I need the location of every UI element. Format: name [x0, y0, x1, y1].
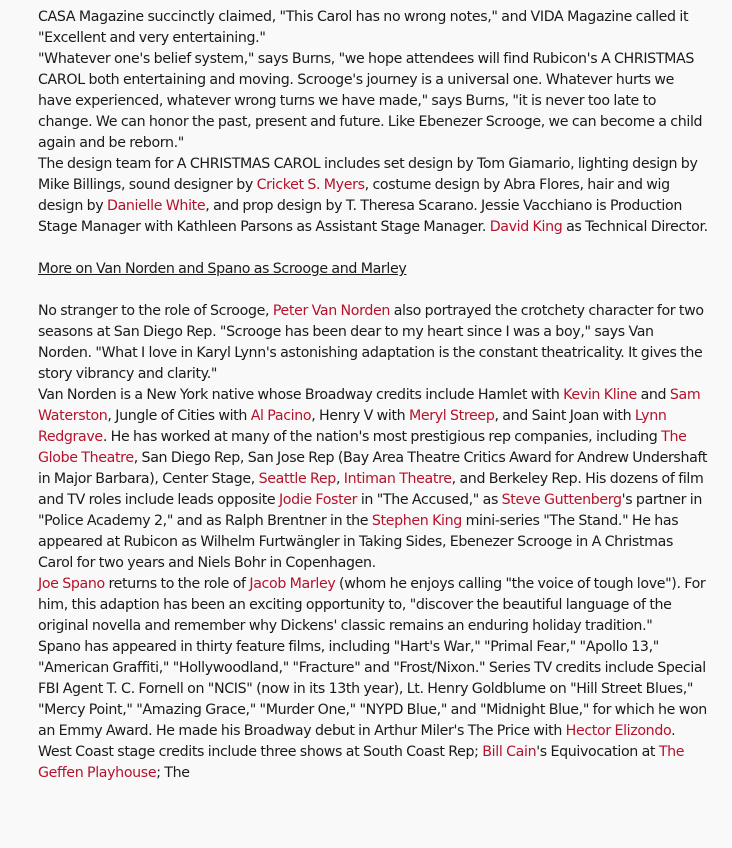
person-link[interactable]: Cricket S. Myers	[256, 177, 365, 193]
paragraph-text: , Henry V with	[311, 408, 409, 424]
person-link[interactable]: Al Pacino	[250, 408, 312, 424]
paragraph-text: as Technical Director.	[562, 219, 708, 235]
article-body	[38, 7, 708, 784]
paragraph-text: , San Diego Rep, San Jose Rep (Bay Area Theatre Critics Award for Andrew Undershaft in Major Barbara), Center Stage,	[38, 450, 708, 487]
paragraph-text: , and Saint Joan with	[494, 408, 635, 424]
person-link[interactable]: Bill Cain	[482, 744, 537, 760]
paragraph-text: CASA Magazine succinctly claimed, "This Carol has no wrong notes," and VIDA Magazine called it "Excellent and very entertaining."	[38, 9, 689, 46]
paragraph-text: No stranger to the role of Scrooge,	[38, 303, 273, 319]
person-link[interactable]: Jacob Marley	[249, 576, 336, 592]
paragraph-text: . He has worked at many of the nation's most prestigious rep companies, including	[102, 429, 662, 445]
paragraph-text: mini-series "The Stand." He has appeared at Rubicon as Wilhelm Furtwängler in Taking Sides, Ebenezer Scrooge in A Christmas Carol for two years and Niels Bohr in Copenhagen.	[38, 513, 679, 571]
person-link[interactable]: Peter Van Norden	[272, 303, 391, 319]
person-link[interactable]: Meryl Streep	[408, 408, 495, 424]
person-link[interactable]: Seattle Rep	[258, 471, 336, 487]
paragraph	[38, 637, 708, 784]
paragraph-text: , and prop design by T. Theresa Scarano. Jessie Vacchiano is Production Stage Manager with Kathleen Parsons as Assistant Stage Manager.	[38, 198, 682, 235]
person-link[interactable]: Intiman Theatre	[343, 471, 452, 487]
person-link[interactable]: Sam Waterston	[38, 387, 701, 424]
person-link[interactable]: Jodie Foster	[278, 492, 358, 508]
paragraph-text: also portrayed the crotchety character for two seasons at San Diego Rep. "Scrooge has been dear to my heart since I was a boy," says Van Norden. "What I love in Karyl Lynn's astonishing adaptation is the constant theatricality. It gives the story vibrancy and clarity."	[38, 303, 704, 382]
person-link[interactable]: Kevin Kline	[563, 387, 637, 403]
paragraph-text: 's partner in "Police Academy 2," and as Ralph Brentner in the	[38, 492, 703, 529]
person-link[interactable]: The Globe Theatre	[38, 429, 687, 466]
paragraph	[38, 385, 708, 574]
person-link[interactable]: Stephen King	[371, 513, 462, 529]
paragraph	[38, 154, 708, 238]
paragraph-text: (whom he enjoys calling "the voice of tough love"). For him, this adaption has been an exciting opportunity to, "discover the beautiful language of the original novella and remember why Dickens' classic remains an enduring holiday tradition."	[38, 576, 706, 634]
paragraph-text: Spano has appeared in thirty feature films, including "Hart's War," "Primal Fear," "Apollo 13," "American Graffiti," "Hollywoodland," "Fracture" and "Frost/Nixon." Series TV credits include Special FBI Agent T. C. Fornell on "NCIS" (now in its 13th year), Lt. Henry Goldblume on "Hill Street Blues," "Mercy Point," "Amazing Grace," "Murder One," "NYPD Blue," and "Midnight Blue," for which he won an Emmy Award. He made his Broadway debut in Arthur Miler's The Price with	[38, 639, 707, 739]
paragraph-text: , and Berkeley Rep. His dozens of film and TV roles include leads opposite	[38, 471, 704, 508]
person-link[interactable]: Steve Guttenberg	[501, 492, 622, 508]
paragraph-text: Van Norden is a New York native whose Broadway credits include Hamlet with	[38, 387, 564, 403]
paragraph-text: ,	[335, 471, 344, 487]
paragraph-text: ; The	[156, 765, 190, 781]
article-intro	[38, 7, 708, 238]
paragraph-text: The design team for A CHRISTMAS CAROL includes set design by Tom Giamario, lighting design by Mike Billings, sound designer by	[38, 156, 698, 193]
paragraph	[38, 49, 708, 154]
person-link[interactable]: Lynn Redgrave	[38, 408, 667, 445]
paragraph	[38, 7, 708, 49]
person-link[interactable]: David King	[489, 219, 563, 235]
spacer	[38, 238, 708, 259]
person-link[interactable]: The Geffen Playhouse	[38, 744, 685, 781]
paragraph-text: "Whatever one's belief system," says Burns, "we hope attendees will find Rubicon's A CHRISTMAS CAROL both entertaining and moving. Scrooge's journey is a universal one. Whatever hurts we have experienced, whatever wrong turns we have made," says Burns, "it is never too late to change. We can honor the past, present and future. Like Ebenezer Scrooge, we can become a child again and be reborn."	[38, 51, 703, 151]
section-heading-link[interactable]: More on Van Norden and Spano as Scrooge and Marley	[38, 261, 407, 277]
paragraph-text: 's Equivocation at	[536, 744, 659, 760]
paragraph-text: returns to the role of	[104, 576, 250, 592]
paragraph-text: , costume design by Abra Flores, hair and wig design by	[38, 177, 670, 214]
person-link[interactable]: Danielle White	[107, 198, 206, 214]
paragraph-text: . West Coast stage credits include three shows at South Coast Rep;	[38, 723, 676, 760]
paragraph	[38, 301, 708, 385]
paragraph-text: in "The Accused," as	[357, 492, 502, 508]
spacer	[38, 280, 708, 301]
person-link[interactable]: Hector Elizondo	[565, 723, 672, 739]
paragraph-text: and	[636, 387, 670, 403]
paragraph	[38, 574, 708, 637]
section-heading-paragraph	[38, 259, 708, 280]
paragraph-text: , Jungle of Cities with	[107, 408, 251, 424]
person-link[interactable]: Joe Spano	[38, 576, 105, 592]
article-bios	[38, 301, 708, 784]
